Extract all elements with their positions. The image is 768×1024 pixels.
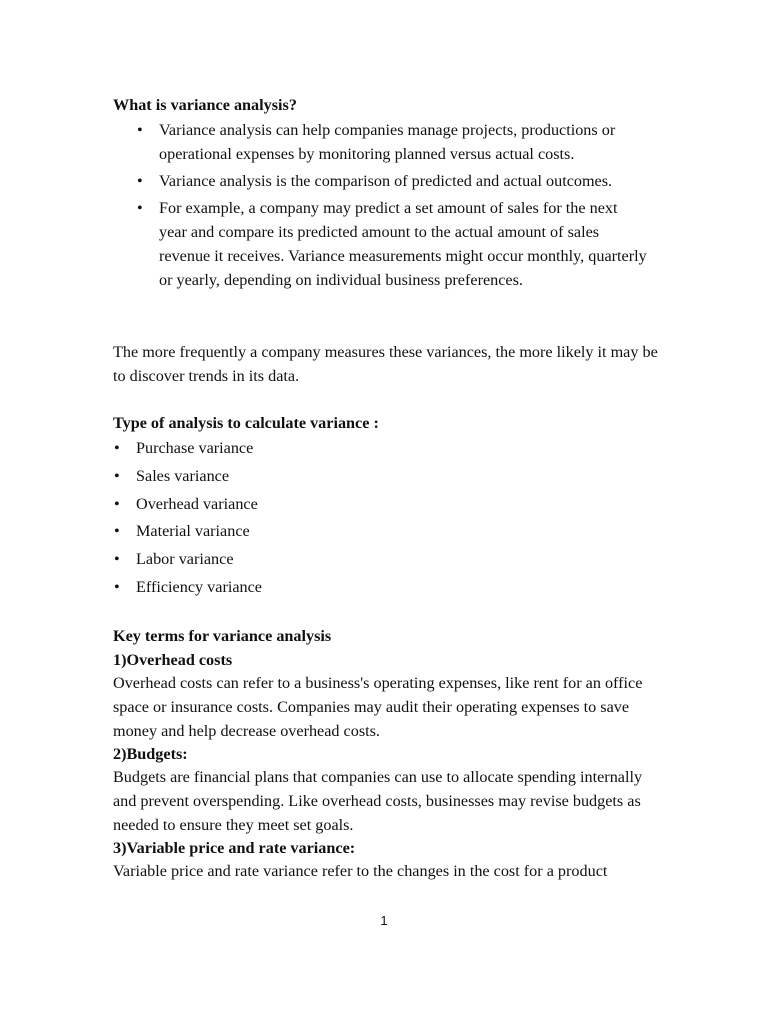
- bullet-icon: •: [137, 121, 143, 139]
- bullet-icon: •: [114, 522, 120, 541]
- list-item: • Efficiency variance: [136, 575, 536, 603]
- list-item: • Purchase variance: [136, 436, 536, 464]
- term-body-variable-price: Variable price and rate variance refer to the changes in the cost for a product: [113, 862, 608, 880]
- bullet-icon: •: [114, 577, 120, 596]
- term-body-overhead-costs: Overhead costs can refer to a business's operating expenses, like rent for an office space or insurance costs. Companies may audit their operating expenses to save money and help decrease overhead costs.: [113, 674, 643, 740]
- bullet-icon: •: [114, 494, 120, 513]
- term-title-variable-price: 3)Variable price and rate variance:: [113, 839, 356, 857]
- term-title-overhead-costs: 1)Overhead costs: [113, 651, 233, 669]
- variance-definition-list: [137, 118, 649, 295]
- list-item: • Variance analysis can help companies manage projects, productions or operational expenses by monitoring planned versus actual costs.: [159, 118, 649, 166]
- section-heading-what-is-variance-analysis: What is variance analysis?: [113, 96, 297, 114]
- bullet-icon: •: [137, 199, 143, 217]
- bullet-icon: •: [114, 550, 120, 569]
- list-item: • Variance analysis is the comparison of predicted and actual outcomes.: [159, 169, 649, 193]
- term-body-budgets: Budgets are financial plans that companies can use to allocate spending internally and prevent overspending. Like overhead costs, businesses may revise budgets as needed to ensure they meet set goals.: [113, 768, 643, 834]
- list-item: • For example, a company may predict a set amount of sales for the next year and compare its predicted amount to the actual amount of sales revenue it receives. Variance measurements might occur monthly, quarterly or yearly, depending on individual business preferences.: [159, 196, 649, 292]
- page-number: 1: [380, 913, 388, 928]
- section-heading-key-terms: Key terms for variance analysis: [113, 627, 332, 645]
- list-item: • Overhead variance: [136, 492, 536, 520]
- bullet-icon: •: [137, 172, 143, 190]
- list-item: • Material variance: [136, 519, 536, 547]
- paragraph-frequency: The more frequently a company measures these variances, the more likely it may be to discover trends in its data.: [113, 343, 658, 385]
- list-item: • Labor variance: [136, 547, 536, 575]
- variance-types-list: [114, 436, 536, 603]
- bullet-icon: •: [114, 466, 120, 485]
- section-heading-types: Type of analysis to calculate variance :: [113, 414, 379, 432]
- list-item: • Sales variance: [136, 464, 536, 492]
- bullet-icon: •: [114, 439, 120, 457]
- term-title-budgets: 2)Budgets:: [113, 745, 188, 763]
